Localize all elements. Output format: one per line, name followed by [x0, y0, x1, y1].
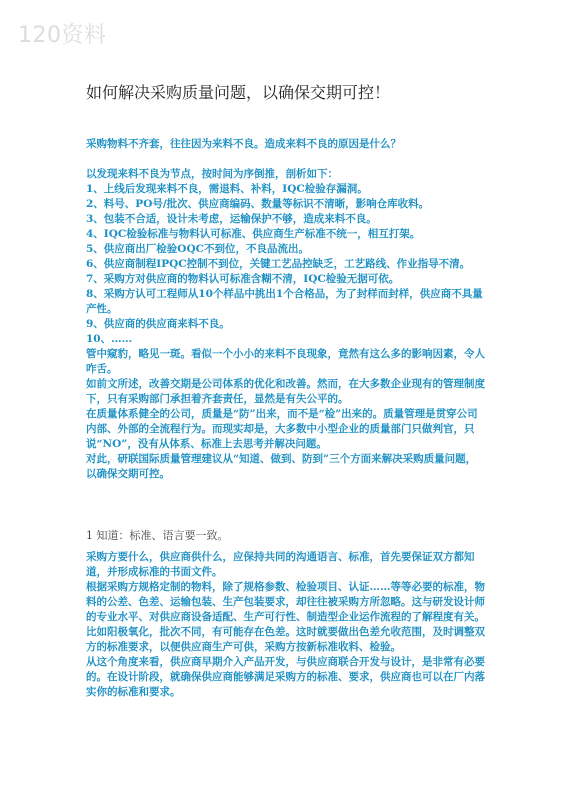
cause-item: 2、料号、PO号/批次、供应商编码、数量等标识不清晰，影响仓库收料。: [86, 198, 430, 210]
analysis-paragraph: 在质量体系健全的公司，质量是“防”出来，而不是“检”出来的。质量管理是贯穿公司内部、外部的全流程行为。而现实却是，大多数中小型企业的质量部门只做判官，只说“NO”，没有从体系、标准上去思考并解决问题。: [86, 408, 478, 450]
section-one-body: [86, 550, 486, 700]
cause-item: 6、供应商制程IPQC控制不到位，关键工艺品控缺乏，工艺路线、作业指导不清。: [86, 258, 471, 270]
cause-item: 5、供应商出厂检验OQC不到位，不良品流出。: [86, 243, 309, 255]
section-paragraph: 从这个角度来看，供应商早期介入产品开发，与供应商联合开发与设计，是非常有必要的。在设计阶段，就确保供应商能够满足采购方的标准、要求，供应商也可以在厂内落实你的标准和要求。: [86, 656, 485, 698]
analysis-paragraph: 如前文所述，改善交期是公司体系的优化和改善。然而，在大多数企业现有的管理制度下，只有采购部门承担着齐套责任，显然是有失公平的。: [86, 378, 485, 405]
intro-paragraph: [86, 137, 486, 152]
cause-item: 10、……: [86, 333, 133, 345]
section-paragraph: 采购方要什么，供应商供什么，应保持共同的沟通语言、标准，首先要保证双方都知道，并形成标准的书面文件。: [86, 551, 475, 578]
intro-text: 采购物料不齐套，往往因为来料不良。造成来料不良的原因是什么？: [86, 138, 401, 150]
cause-item: 3、包装不合适，设计未考虑，运输保护不够，造成来料不良。: [86, 213, 377, 225]
cause-item: 9、供应商的供应商来料不良。: [86, 318, 230, 330]
cause-item: 4、IQC检验标准与物料认可标准、供应商生产标准不统一，相互打架。: [86, 228, 421, 240]
watermark: 120资料: [18, 23, 107, 48]
analysis-paragraph: 管中窥豹，略见一斑。看似一个小小的来料不良现象，竟然有这么多的影响因素，令人咋舌。: [86, 348, 485, 375]
lead-text: 以发现来料不良为节点，按时间为序倒推，剖析如下：: [86, 168, 338, 180]
analysis-paragraph: 对此，研联国际质量管理建议从“知道、做到、防到”三个方面来解决采购质量问题，以确保交期可控。: [86, 453, 477, 480]
cause-item: 1、上线后发现来料不良，需退料、补料，IQC检验存漏洞。: [86, 183, 368, 195]
causes-section: [86, 167, 486, 482]
section-paragraph: 根据采购方规格定制的物料，除了规格参数、检验项目、认证……等等必要的标准，物料的公差、色差、运输包装、生产包装要求，却往往被采购方所忽略。这与研发设计师的专业水平、对供应商设备适配、生产可行性、制造型企业运作流程的了解程度有关。比如阳极氧化，批次不同，有可能存在色差。这时就要做出色差允收范围，及时调整双方的标准要求，以便供应商生产可供，采购方按新标准收料、检验。: [86, 581, 485, 653]
page-title: 如何解决采购质量问题，以确保交期可控！: [86, 83, 391, 102]
section-heading: 1 知道：标准、语言要一致。: [86, 529, 229, 542]
cause-item: 7、采购方对供应商的物料认可标准含糊不清，IQC检验无据可依。: [86, 273, 400, 285]
cause-item: 8、采购方认可工程师从10个样品中挑出1个合格品，为了封样而封样，供应商不具量产性。: [86, 288, 483, 315]
